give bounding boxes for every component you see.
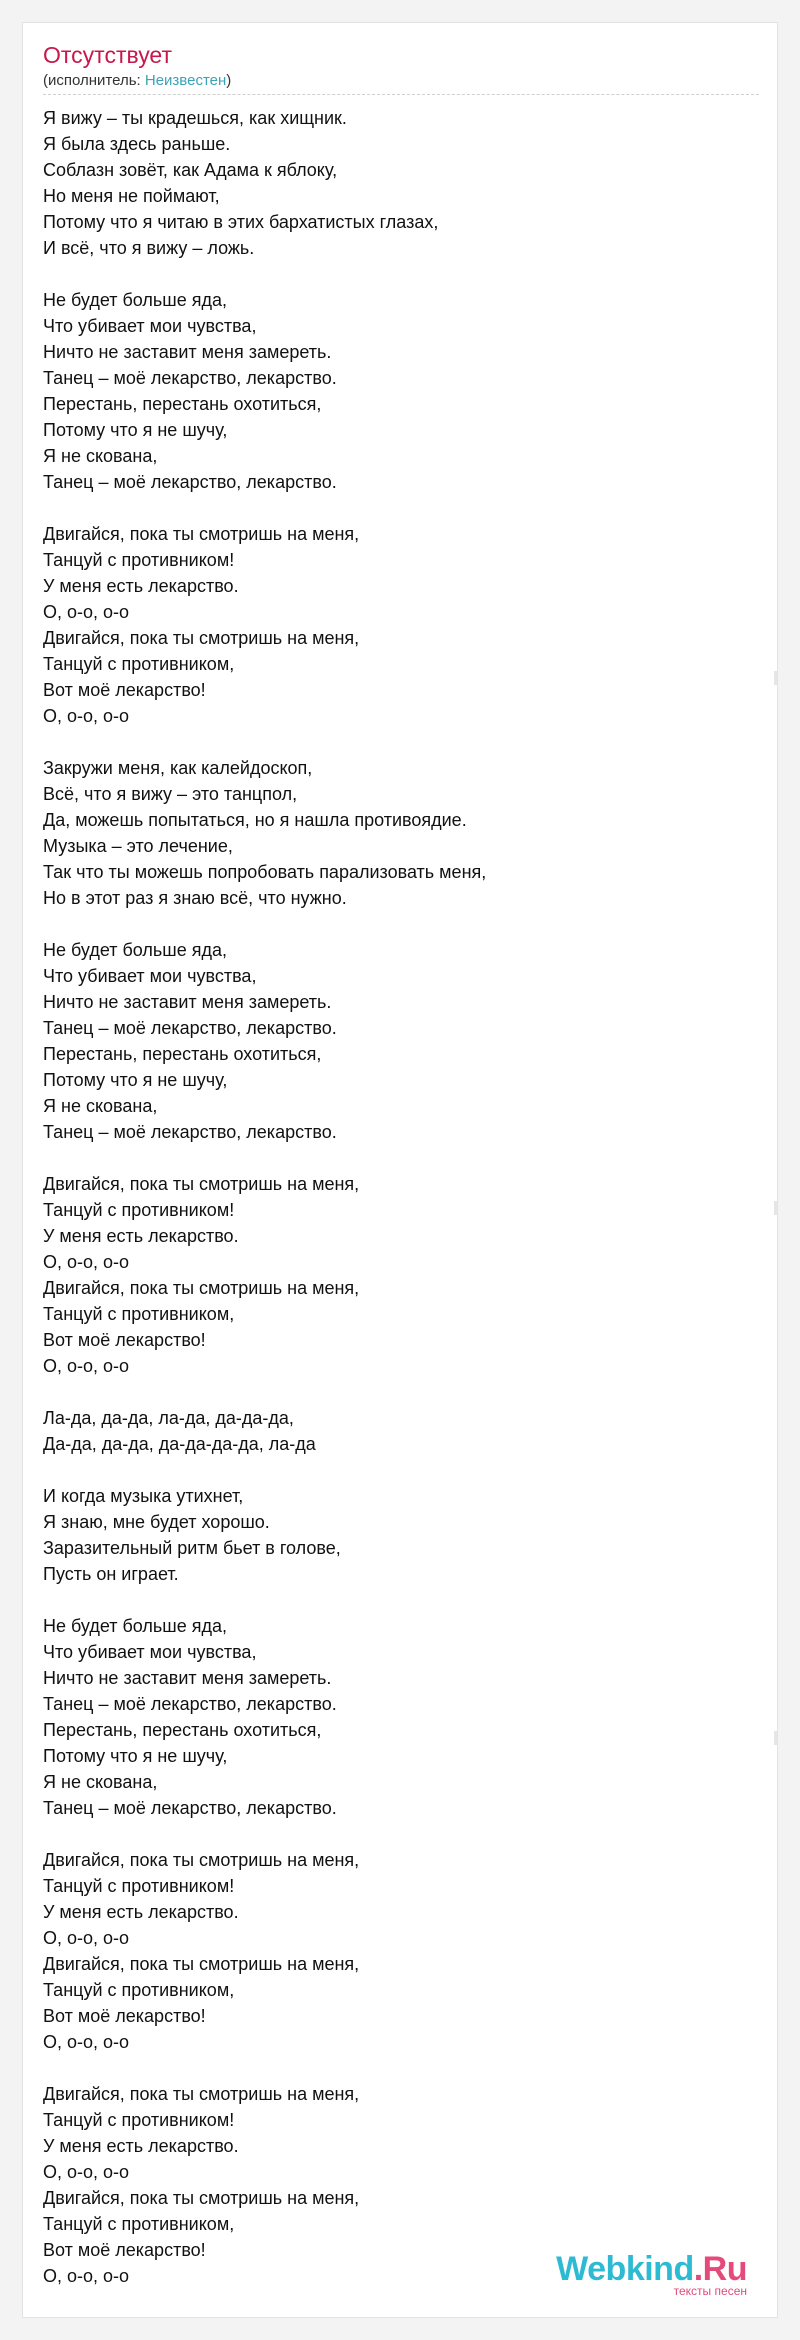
lyrics-line: Заразительный ритм бьет в голове, [43,1538,341,1558]
lyrics-line: О, о-о, о-о [43,602,130,622]
lyrics-stanza [43,1171,759,1379]
lyrics-line: Танцуй с противником, [43,1980,235,2000]
lyrics-line: Не будет больше яда, [43,290,228,310]
lyrics-stanza [43,1613,759,1821]
lyrics-line: Танец – моё лекарство, лекарство. [43,472,337,492]
lyrics-line: Перестань, перестань охотиться, [43,394,322,414]
lyrics-line: Двигайся, пока ты смотришь на меня, [43,1850,360,1870]
lyrics-line: У меня есть лекарство. [43,1902,239,1922]
lyrics-line: Пусть он играет. [43,1564,179,1584]
lyrics-line: Двигайся, пока ты смотришь на меня, [43,2084,360,2104]
lyrics-stanza [43,1483,759,1587]
header-divider [43,94,759,95]
lyrics-stanza [43,521,759,729]
lyrics-line: Ничто не заставит меня замереть. [43,992,332,1012]
lyrics-line: О, о-о, о-о [43,2032,130,2052]
lyrics-line: Ничто не заставит меня замереть. [43,1668,332,1688]
lyrics-line: Я знаю, мне будет хорошо. [43,1512,270,1532]
lyrics-line: Так что ты можешь попробовать парализовать меня, [43,862,487,882]
lyrics-line: Двигайся, пока ты смотришь на меня, [43,2188,360,2208]
lyrics-line: О, о-о, о-о [43,1928,130,1948]
lyrics-line: Двигайся, пока ты смотришь на меня, [43,1278,360,1298]
lyrics-line: Музыка – это лечение, [43,836,233,856]
lyrics-line: Я не скована, [43,1772,158,1792]
lyrics-line: О, о-о, о-о [43,1356,130,1376]
lyrics-line: Потому что я не шучу, [43,1070,228,1090]
lyrics-line: Танцуй с противником! [43,550,235,570]
lyrics-line: У меня есть лекарство. [43,576,239,596]
lyrics-line: Двигайся, пока ты смотришь на меня, [43,1954,360,1974]
lyrics-line: Что убивает мои чувства, [43,316,257,336]
lyrics-line: У меня есть лекарство. [43,1226,239,1246]
lyrics-text [43,105,759,2315]
scroll-marker [774,1731,777,1745]
site-logo[interactable] [556,2251,747,2297]
lyrics-line: У меня есть лекарство. [43,2136,239,2156]
lyrics-line: Что убивает мои чувства, [43,966,257,986]
lyrics-line: Соблазн зовёт, как Адама к яблоку, [43,160,338,180]
artist-prefix: (исполнитель: [43,72,145,89]
lyrics-line: Но меня не поймают, [43,186,220,206]
lyrics-line: Не будет больше яда, [43,1616,228,1636]
lyrics-line: Танец – моё лекарство, лекарство. [43,1798,337,1818]
artist-suffix: ) [226,72,232,89]
lyrics-line: Ничто не заставит меня замереть. [43,342,332,362]
lyrics-line: Я вижу – ты крадешься, как хищник. [43,108,347,128]
lyrics-line: Танец – моё лекарство, лекарство. [43,368,337,388]
lyrics-stanza [43,755,759,911]
lyrics-line: Танец – моё лекарство, лекарство. [43,1694,337,1714]
lyrics-line: Двигайся, пока ты смотришь на меня, [43,1174,360,1194]
song-header [43,41,759,91]
lyrics-line: И когда музыка утихнет, [43,1486,244,1506]
lyrics-line: Вот моё лекарство! [43,2006,206,2026]
lyrics-stanza [43,287,759,495]
lyrics-stanza [43,1405,759,1457]
lyrics-line: Но в этот раз я знаю всё, что нужно. [43,888,347,908]
lyrics-line: Потому что я не шучу, [43,420,228,440]
lyrics-line: Не будет больше яда, [43,940,228,960]
lyrics-line: Ла-да, да-да, ла-да, да-да-да, [43,1408,294,1428]
lyrics-line: И всё, что я вижу – ложь. [43,238,255,258]
lyrics-stanza [43,1847,759,2055]
lyrics-line: Танец – моё лекарство, лекарство. [43,1018,337,1038]
artist-line [43,71,759,91]
lyrics-line: О, о-о, о-о [43,706,130,726]
lyrics-line: Вот моё лекарство! [43,2240,206,2260]
logo-main-text: Webkind [556,2250,694,2288]
logo-tagline: тексты песен [673,2284,747,2298]
song-title: Отсутствует [43,42,172,68]
lyrics-line: Всё, что я вижу – это танцпол, [43,784,298,804]
scroll-marker [774,1201,777,1215]
lyrics-line: Танцуй с противником, [43,2214,235,2234]
lyrics-line: Вот моё лекарство! [43,1330,206,1350]
lyrics-line: Потому что я не шучу, [43,1746,228,1766]
lyrics-line: Двигайся, пока ты смотришь на меня, [43,524,360,544]
artist-link[interactable]: Неизвестен [144,72,227,89]
lyrics-line: Танцуй с противником! [43,1876,235,1896]
lyrics-line: Танцуй с противником, [43,1304,235,1324]
lyrics-line: О, о-о, о-о [43,2266,130,2286]
lyrics-line: О, о-о, о-о [43,2162,130,2182]
logo-tld: .Ru [693,2250,747,2288]
lyrics-line: Закружи меня, как калейдоскоп, [43,758,313,778]
lyrics-stanza [43,937,759,1145]
lyrics-stanza [43,105,759,261]
lyrics-line: Потому что я читаю в этих бархатистых глазах, [43,212,439,232]
lyrics-line: Я не скована, [43,1096,158,1116]
lyrics-card [22,22,778,2318]
lyrics-line: Перестань, перестань охотиться, [43,1044,322,1064]
lyrics-line: Я была здесь раньше. [43,134,231,154]
lyrics-line: Танец – моё лекарство, лекарство. [43,1122,337,1142]
lyrics-line: Да-да, да-да, да-да-да-да, ла-да [43,1434,316,1454]
lyrics-line: Я не скована, [43,446,158,466]
lyrics-line: Двигайся, пока ты смотришь на меня, [43,628,360,648]
lyrics-line: Что убивает мои чувства, [43,1642,257,1662]
lyrics-line: Танцуй с противником! [43,1200,235,1220]
lyrics-line: Да, можешь попытаться, но я нашла противоядие. [43,810,467,830]
lyrics-line: Танцуй с противником! [43,2110,235,2130]
logo-wordmark [556,2251,747,2287]
lyrics-line: О, о-о, о-о [43,1252,130,1272]
lyrics-line: Танцуй с противником, [43,654,235,674]
scroll-marker [774,671,777,685]
lyrics-line: Перестань, перестань охотиться, [43,1720,322,1740]
lyrics-line: Вот моё лекарство! [43,680,206,700]
